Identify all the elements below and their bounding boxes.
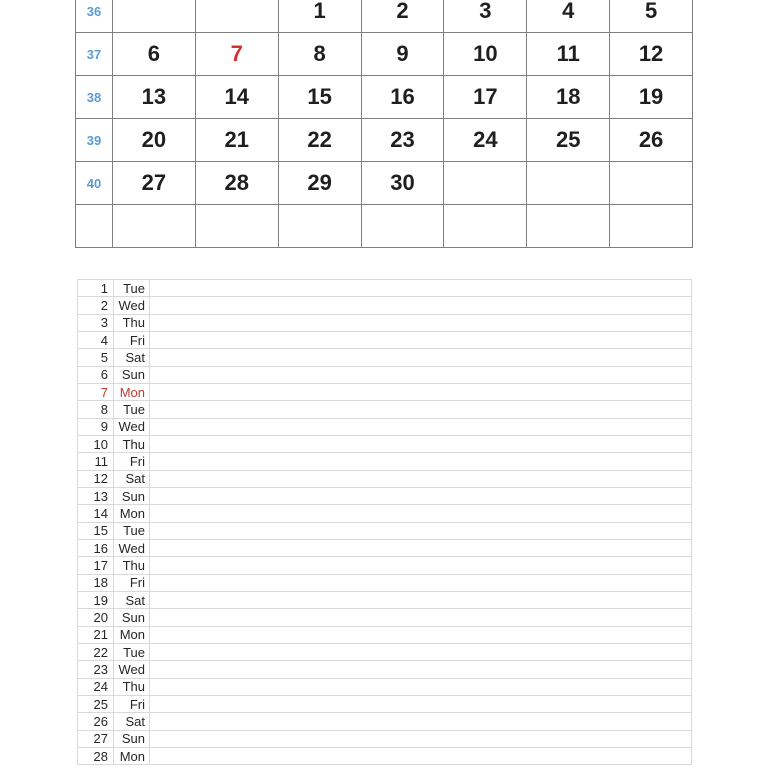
calendar-cell[interactable]: [113, 205, 196, 248]
calendar-cell[interactable]: 39: [76, 119, 113, 162]
notes-cell[interactable]: [150, 609, 692, 625]
weekday-cell[interactable]: Wed: [114, 419, 150, 435]
day-number-cell[interactable]: 16: [78, 540, 114, 556]
weekday-cell[interactable]: Sun: [114, 367, 150, 383]
calendar-cell[interactable]: 28: [196, 162, 279, 205]
notes-cell[interactable]: [150, 731, 692, 747]
day-number-cell[interactable]: 17: [78, 557, 114, 573]
day-number-cell[interactable]: 26: [78, 713, 114, 729]
notes-cell[interactable]: [150, 384, 692, 400]
day-list-row: [78, 748, 692, 765]
day-number-cell[interactable]: 27: [78, 731, 114, 747]
day-list-row: [78, 679, 692, 696]
day-number-cell[interactable]: 8: [78, 401, 114, 417]
calendar-cell[interactable]: 38: [76, 76, 113, 119]
weekday-cell[interactable]: Sat: [114, 349, 150, 365]
calendar-cell[interactable]: 26: [610, 119, 693, 162]
calendar-cell[interactable]: 14: [196, 76, 279, 119]
day-list-row: [78, 609, 692, 626]
day-list-row: [78, 696, 692, 713]
day-number-cell[interactable]: 3: [78, 315, 114, 331]
notes-cell[interactable]: [150, 488, 692, 504]
day-number-cell[interactable]: 24: [78, 679, 114, 695]
day-number-cell[interactable]: 6: [78, 367, 114, 383]
weekday-cell[interactable]: Sat: [114, 592, 150, 608]
day-list-row: [78, 401, 692, 418]
day-number-cell[interactable]: 18: [78, 575, 114, 591]
calendar-cell[interactable]: 27: [113, 162, 196, 205]
calendar-cell[interactable]: 22: [279, 119, 362, 162]
notes-cell[interactable]: [150, 315, 692, 331]
calendar-cell[interactable]: [362, 205, 445, 248]
weekday-cell[interactable]: Fri: [114, 575, 150, 591]
day-number-cell[interactable]: 11: [78, 453, 114, 469]
calendar-cell[interactable]: 11: [527, 33, 610, 76]
notes-cell[interactable]: [150, 592, 692, 608]
day-list-row: [78, 575, 692, 592]
notes-cell[interactable]: [150, 627, 692, 643]
weekday-cell[interactable]: Tue: [114, 280, 150, 296]
calendar-cell[interactable]: 10: [444, 33, 527, 76]
day-number-cell[interactable]: 9: [78, 419, 114, 435]
day-list-row: [78, 419, 692, 436]
weekday-cell[interactable]: Sun: [114, 731, 150, 747]
weekday-cell[interactable]: Thu: [114, 436, 150, 452]
day-number-cell[interactable]: 5: [78, 349, 114, 365]
weekday-cell[interactable]: Wed: [114, 540, 150, 556]
day-number-cell[interactable]: 1: [78, 280, 114, 296]
day-number-cell[interactable]: 14: [78, 505, 114, 521]
notes-cell[interactable]: [150, 453, 692, 469]
calendar-cell[interactable]: [610, 162, 693, 205]
calendar-cell[interactable]: 18: [527, 76, 610, 119]
calendar-cell[interactable]: 4: [527, 0, 610, 33]
day-list-row: [78, 644, 692, 661]
calendar-cell[interactable]: 25: [527, 119, 610, 162]
calendar-cell[interactable]: 8: [279, 33, 362, 76]
notes-cell[interactable]: [150, 644, 692, 660]
calendar-cell[interactable]: 19: [610, 76, 693, 119]
calendar-cell[interactable]: [113, 0, 196, 33]
day-list-row: [78, 453, 692, 470]
calendar-cell[interactable]: [196, 205, 279, 248]
calendar-cell[interactable]: 30: [362, 162, 445, 205]
notes-cell[interactable]: [150, 575, 692, 591]
weekday-cell[interactable]: Mon: [114, 748, 150, 764]
calendar-cell[interactable]: 9: [362, 33, 445, 76]
notes-cell[interactable]: [150, 748, 692, 764]
calendar-cell[interactable]: 24: [444, 119, 527, 162]
day-number-cell[interactable]: 10: [78, 436, 114, 452]
calendar-cell[interactable]: 5: [610, 0, 693, 33]
day-list-row: [78, 557, 692, 574]
day-number-cell[interactable]: 22: [78, 644, 114, 660]
day-list-row: [78, 713, 692, 730]
notes-cell[interactable]: [150, 505, 692, 521]
calendar-cell[interactable]: [610, 205, 693, 248]
day-list-row: [78, 349, 692, 366]
day-number-cell[interactable]: 28: [78, 748, 114, 764]
calendar-cell[interactable]: 15: [279, 76, 362, 119]
month-calendar-grid: [75, 0, 693, 248]
weekday-cell[interactable]: Wed: [114, 661, 150, 677]
notes-cell[interactable]: [150, 297, 692, 313]
notes-cell[interactable]: [150, 280, 692, 296]
weekday-cell[interactable]: Mon: [114, 505, 150, 521]
day-list-row: [78, 384, 692, 401]
weekday-cell[interactable]: Tue: [114, 523, 150, 539]
weekday-cell[interactable]: Thu: [114, 557, 150, 573]
calendar-cell[interactable]: 1: [279, 0, 362, 33]
calendar-cell[interactable]: [196, 0, 279, 33]
weekday-cell[interactable]: Mon: [114, 384, 150, 400]
day-number-cell[interactable]: 4: [78, 332, 114, 348]
weekday-cell[interactable]: Sat: [114, 713, 150, 729]
notes-cell[interactable]: [150, 540, 692, 556]
calendar-cell[interactable]: 13: [113, 76, 196, 119]
calendar-cell[interactable]: 37: [76, 33, 113, 76]
day-number-cell[interactable]: 19: [78, 592, 114, 608]
day-list-row: [78, 627, 692, 644]
calendar-cell[interactable]: [76, 205, 113, 248]
weekday-cell[interactable]: Mon: [114, 627, 150, 643]
notes-cell[interactable]: [150, 332, 692, 348]
day-list-row: [78, 367, 692, 384]
weekday-cell[interactable]: Thu: [114, 679, 150, 695]
notes-cell[interactable]: [150, 349, 692, 365]
calendar-cell[interactable]: 2: [362, 0, 445, 33]
day-number-cell[interactable]: 20: [78, 609, 114, 625]
day-list-row: [78, 332, 692, 349]
notes-cell[interactable]: [150, 661, 692, 677]
day-number-cell[interactable]: 13: [78, 488, 114, 504]
day-list-row: [78, 436, 692, 453]
day-list-row: [78, 297, 692, 314]
notes-cell[interactable]: [150, 696, 692, 712]
day-list-table: [77, 279, 692, 765]
day-list-row: [78, 315, 692, 332]
calendar-cell[interactable]: 21: [196, 119, 279, 162]
calendar-cell[interactable]: 3: [444, 0, 527, 33]
calendar-cell[interactable]: 16: [362, 76, 445, 119]
weekday-cell[interactable]: Wed: [114, 297, 150, 313]
weekday-cell[interactable]: Tue: [114, 401, 150, 417]
day-list-row: [78, 471, 692, 488]
calendar-cell[interactable]: 40: [76, 162, 113, 205]
notes-cell[interactable]: [150, 713, 692, 729]
calendar-cell[interactable]: 6: [113, 33, 196, 76]
day-number-cell[interactable]: 15: [78, 523, 114, 539]
day-list-row: [78, 488, 692, 505]
calendar-cell[interactable]: [279, 205, 362, 248]
weekday-cell[interactable]: Fri: [114, 453, 150, 469]
calendar-cell[interactable]: 23: [362, 119, 445, 162]
weekday-cell[interactable]: Thu: [114, 315, 150, 331]
notes-cell[interactable]: [150, 471, 692, 487]
weekday-cell[interactable]: Fri: [114, 696, 150, 712]
notes-cell[interactable]: [150, 401, 692, 417]
calendar-cell[interactable]: [527, 205, 610, 248]
day-number-cell[interactable]: 25: [78, 696, 114, 712]
day-list-row: [78, 523, 692, 540]
calendar-cell[interactable]: [444, 162, 527, 205]
day-list-row: [78, 592, 692, 609]
calendar-cell[interactable]: 36: [76, 0, 113, 33]
day-list-row: [78, 505, 692, 522]
weekday-cell[interactable]: Sun: [114, 488, 150, 504]
notes-cell[interactable]: [150, 419, 692, 435]
weekday-cell[interactable]: Fri: [114, 332, 150, 348]
day-list-row: [78, 280, 692, 297]
calendar-cell[interactable]: 29: [279, 162, 362, 205]
day-list-row: [78, 661, 692, 678]
calendar-cell[interactable]: [527, 162, 610, 205]
notes-cell[interactable]: [150, 367, 692, 383]
weekday-cell[interactable]: Tue: [114, 644, 150, 660]
calendar-cell[interactable]: 7: [196, 33, 279, 76]
calendar-cell[interactable]: 20: [113, 119, 196, 162]
day-number-cell[interactable]: 23: [78, 661, 114, 677]
calendar-cell[interactable]: 17: [444, 76, 527, 119]
notes-cell[interactable]: [150, 523, 692, 539]
calendar-cell[interactable]: 12: [610, 33, 693, 76]
notes-cell[interactable]: [150, 557, 692, 573]
calendar-cell[interactable]: [444, 205, 527, 248]
day-list-row: [78, 731, 692, 748]
day-number-cell[interactable]: 2: [78, 297, 114, 313]
weekday-cell[interactable]: Sat: [114, 471, 150, 487]
weekday-cell[interactable]: Sun: [114, 609, 150, 625]
notes-cell[interactable]: [150, 436, 692, 452]
day-number-cell[interactable]: 12: [78, 471, 114, 487]
day-list-row: [78, 540, 692, 557]
day-number-cell[interactable]: 7: [78, 384, 114, 400]
notes-cell[interactable]: [150, 679, 692, 695]
day-number-cell[interactable]: 21: [78, 627, 114, 643]
